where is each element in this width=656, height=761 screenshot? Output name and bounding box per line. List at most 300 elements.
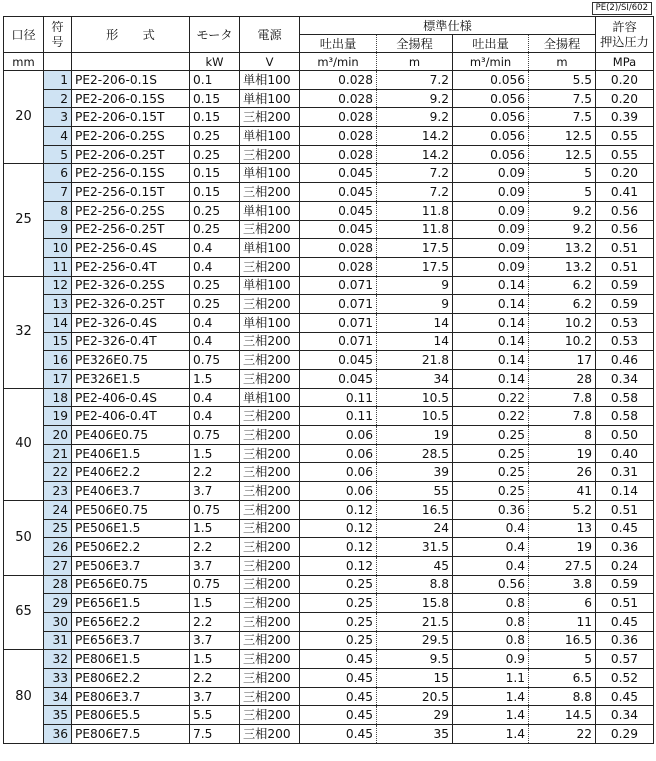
head-1-cell: 8.8: [377, 575, 453, 594]
pressure-cell: 0.20: [596, 164, 654, 183]
flow-1-cell: 0.028: [300, 257, 377, 276]
symbol-number-cell: 1: [44, 71, 72, 90]
pressure-cell: 0.55: [596, 145, 654, 164]
head-1-cell: 14: [377, 332, 453, 351]
header-pressure: [596, 17, 654, 53]
flow-2-cell: 0.09: [453, 239, 529, 258]
power-cell: 三相200: [240, 145, 300, 164]
power-cell: 三相200: [240, 257, 300, 276]
model-cell: PE806E3.7: [72, 687, 190, 706]
symbol-number-cell: 14: [44, 313, 72, 332]
head-2-cell: 12.5: [529, 145, 596, 164]
model-cell: PE506E0.75: [72, 500, 190, 519]
pressure-cell: 0.58: [596, 388, 654, 407]
flow-2-cell: 0.8: [453, 631, 529, 650]
symbol-number-cell: 26: [44, 538, 72, 557]
symbol-number-cell: 36: [44, 725, 72, 744]
head-2-cell: 22: [529, 725, 596, 744]
pressure-cell: 0.24: [596, 556, 654, 575]
symbol-number-cell: 18: [44, 388, 72, 407]
diameter-cell: 50: [4, 500, 44, 575]
model-cell: PE326E1.5: [72, 370, 190, 389]
header-diameter: 口径: [4, 17, 44, 53]
table-row: [4, 463, 654, 482]
model-cell: PE2-406-0.4T: [72, 407, 190, 426]
flow-2-cell: 0.56: [453, 575, 529, 594]
head-2-cell: 10.2: [529, 313, 596, 332]
flow-2-cell: 0.09: [453, 257, 529, 276]
flow-1-cell: 0.06: [300, 444, 377, 463]
head-2-cell: 17: [529, 351, 596, 370]
flow-2-cell: 0.14: [453, 276, 529, 295]
pressure-cell: 0.20: [596, 89, 654, 108]
table-row: [4, 164, 654, 183]
flow-2-cell: 0.4: [453, 556, 529, 575]
head-2-cell: 6.2: [529, 276, 596, 295]
flow-2-cell: 0.056: [453, 89, 529, 108]
head-1-cell: 34: [377, 370, 453, 389]
motor-kw-cell: 0.25: [190, 145, 240, 164]
unit-symbol: [44, 53, 72, 71]
head-1-cell: 7.2: [377, 164, 453, 183]
diameter-cell: 20: [4, 71, 44, 164]
symbol-number-cell: 30: [44, 612, 72, 631]
flow-1-cell: 0.028: [300, 239, 377, 258]
head-2-cell: 5.5: [529, 71, 596, 90]
head-1-cell: 31.5: [377, 538, 453, 557]
flow-2-cell: 0.09: [453, 220, 529, 239]
flow-2-cell: 0.36: [453, 500, 529, 519]
symbol-number-cell: 17: [44, 370, 72, 389]
unit-pressure: MPa: [596, 53, 654, 71]
symbol-number-cell: 24: [44, 500, 72, 519]
head-2-cell: 19: [529, 444, 596, 463]
head-2-cell: 5: [529, 164, 596, 183]
flow-1-cell: 0.25: [300, 594, 377, 613]
symbol-number-cell: 16: [44, 351, 72, 370]
header-pressure-top: 許容: [612, 19, 637, 34]
power-cell: 三相200: [240, 538, 300, 557]
unit-diameter: mm: [4, 53, 44, 71]
power-cell: 三相200: [240, 370, 300, 389]
symbol-number-cell: 5: [44, 145, 72, 164]
head-1-cell: 11.8: [377, 220, 453, 239]
flow-2-cell: 0.056: [453, 145, 529, 164]
flow-1-cell: 0.45: [300, 725, 377, 744]
unit-power: V: [240, 53, 300, 71]
head-2-cell: 8: [529, 426, 596, 445]
symbol-number-cell: 29: [44, 594, 72, 613]
flow-2-cell: 1.4: [453, 687, 529, 706]
model-cell: PE806E7.5: [72, 725, 190, 744]
motor-kw-cell: 1.5: [190, 444, 240, 463]
flow-2-cell: 0.14: [453, 351, 529, 370]
table-row: [4, 706, 654, 725]
table-row: [4, 201, 654, 220]
table-row: [4, 71, 654, 90]
power-cell: 三相200: [240, 687, 300, 706]
power-cell: 三相200: [240, 220, 300, 239]
pressure-cell: 0.45: [596, 612, 654, 631]
model-cell: PE656E0.75: [72, 575, 190, 594]
flow-2-cell: 1.4: [453, 725, 529, 744]
motor-kw-cell: 0.4: [190, 257, 240, 276]
power-cell: 三相200: [240, 500, 300, 519]
head-2-cell: 26: [529, 463, 596, 482]
model-cell: PE2-256-0.15S: [72, 164, 190, 183]
flow-1-cell: 0.11: [300, 407, 377, 426]
head-1-cell: 28.5: [377, 444, 453, 463]
pressure-cell: 0.51: [596, 257, 654, 276]
power-cell: 単相100: [240, 201, 300, 220]
table-row: [4, 183, 654, 202]
power-cell: 単相100: [240, 239, 300, 258]
symbol-number-cell: 25: [44, 519, 72, 538]
model-cell: PE2-256-0.25T: [72, 220, 190, 239]
pressure-cell: 0.56: [596, 201, 654, 220]
table-row: [4, 276, 654, 295]
head-1-cell: 15.8: [377, 594, 453, 613]
flow-1-cell: 0.028: [300, 108, 377, 127]
motor-kw-cell: 3.7: [190, 631, 240, 650]
table-row: [4, 631, 654, 650]
flow-2-cell: 0.22: [453, 388, 529, 407]
table-row: [4, 612, 654, 631]
model-cell: PE406E0.75: [72, 426, 190, 445]
power-cell: 三相200: [240, 519, 300, 538]
symbol-number-cell: 33: [44, 669, 72, 688]
flow-1-cell: 0.071: [300, 332, 377, 351]
pressure-cell: 0.29: [596, 725, 654, 744]
model-cell: PE2-326-0.4S: [72, 313, 190, 332]
table-row: [4, 594, 654, 613]
model-cell: PE506E1.5: [72, 519, 190, 538]
document-reference-code: PE(2)/SI/602: [592, 2, 652, 15]
model-cell: PE656E2.2: [72, 612, 190, 631]
model-cell: PE806E1.5: [72, 650, 190, 669]
symbol-number-cell: 27: [44, 556, 72, 575]
pressure-cell: 0.40: [596, 444, 654, 463]
motor-kw-cell: 7.5: [190, 725, 240, 744]
flow-2-cell: 0.25: [453, 463, 529, 482]
flow-2-cell: 0.056: [453, 108, 529, 127]
head-1-cell: 45: [377, 556, 453, 575]
head-2-cell: 19: [529, 538, 596, 557]
head-2-cell: 9.2: [529, 220, 596, 239]
flow-1-cell: 0.045: [300, 201, 377, 220]
flow-1-cell: 0.06: [300, 426, 377, 445]
header-symbol: [44, 17, 72, 53]
motor-kw-cell: 3.7: [190, 687, 240, 706]
table-row: [4, 145, 654, 164]
flow-1-cell: 0.028: [300, 71, 377, 90]
flow-2-cell: 1.1: [453, 669, 529, 688]
motor-kw-cell: 0.25: [190, 201, 240, 220]
header-symbol-bottom: 号: [51, 34, 64, 49]
pressure-cell: 0.59: [596, 575, 654, 594]
pressure-cell: 0.56: [596, 220, 654, 239]
flow-2-cell: 0.09: [453, 164, 529, 183]
head-1-cell: 29: [377, 706, 453, 725]
model-cell: PE2-206-0.25T: [72, 145, 190, 164]
flow-2-cell: 0.25: [453, 444, 529, 463]
head-1-cell: 7.2: [377, 183, 453, 202]
model-cell: PE2-256-0.4S: [72, 239, 190, 258]
head-1-cell: 15: [377, 669, 453, 688]
motor-kw-cell: 1.5: [190, 594, 240, 613]
motor-kw-cell: 0.15: [190, 183, 240, 202]
header-motor: モータ: [190, 17, 240, 53]
head-2-cell: 6.5: [529, 669, 596, 688]
model-cell: PE506E2.2: [72, 538, 190, 557]
diameter-cell: 32: [4, 276, 44, 388]
table-row: [4, 538, 654, 557]
flow-1-cell: 0.12: [300, 519, 377, 538]
head-2-cell: 7.8: [529, 388, 596, 407]
table-row: [4, 556, 654, 575]
flow-1-cell: 0.071: [300, 313, 377, 332]
symbol-number-cell: 15: [44, 332, 72, 351]
power-cell: 三相200: [240, 183, 300, 202]
flow-1-cell: 0.45: [300, 706, 377, 725]
table-row: [4, 407, 654, 426]
flow-1-cell: 0.06: [300, 463, 377, 482]
pump-spec-table: [3, 16, 654, 744]
table-row: [4, 257, 654, 276]
power-cell: 三相200: [240, 463, 300, 482]
model-cell: PE406E3.7: [72, 482, 190, 501]
head-2-cell: 13: [529, 519, 596, 538]
head-1-cell: 21.8: [377, 351, 453, 370]
flow-1-cell: 0.12: [300, 556, 377, 575]
flow-1-cell: 0.045: [300, 220, 377, 239]
pressure-cell: 0.34: [596, 706, 654, 725]
symbol-number-cell: 22: [44, 463, 72, 482]
flow-2-cell: 0.22: [453, 407, 529, 426]
flow-1-cell: 0.028: [300, 127, 377, 146]
motor-kw-cell: 0.15: [190, 164, 240, 183]
symbol-number-cell: 13: [44, 295, 72, 314]
symbol-number-cell: 4: [44, 127, 72, 146]
head-1-cell: 21.5: [377, 612, 453, 631]
motor-kw-cell: 0.25: [190, 295, 240, 314]
flow-1-cell: 0.045: [300, 351, 377, 370]
symbol-number-cell: 2: [44, 89, 72, 108]
power-cell: 単相100: [240, 89, 300, 108]
power-cell: 三相200: [240, 612, 300, 631]
head-1-cell: 9.2: [377, 108, 453, 127]
table-row: [4, 482, 654, 501]
head-1-cell: 16.5: [377, 500, 453, 519]
model-cell: PE806E5.5: [72, 706, 190, 725]
table-row: [4, 295, 654, 314]
flow-1-cell: 0.045: [300, 370, 377, 389]
unit-head-1: m: [377, 53, 453, 71]
power-cell: 三相200: [240, 556, 300, 575]
table-row: [4, 332, 654, 351]
symbol-number-cell: 11: [44, 257, 72, 276]
power-cell: 三相200: [240, 575, 300, 594]
head-2-cell: 5: [529, 183, 596, 202]
head-1-cell: 29.5: [377, 631, 453, 650]
table-row: [4, 127, 654, 146]
diameter-cell: 65: [4, 575, 44, 650]
flow-1-cell: 0.45: [300, 650, 377, 669]
model-cell: PE2-326-0.25S: [72, 276, 190, 295]
symbol-number-cell: 20: [44, 426, 72, 445]
diameter-cell: 80: [4, 650, 44, 743]
power-cell: 三相200: [240, 444, 300, 463]
flow-1-cell: 0.25: [300, 612, 377, 631]
model-cell: PE656E3.7: [72, 631, 190, 650]
symbol-number-cell: 7: [44, 183, 72, 202]
model-cell: PE806E2.2: [72, 669, 190, 688]
power-cell: 三相200: [240, 669, 300, 688]
table-row: [4, 725, 654, 744]
head-1-cell: 55: [377, 482, 453, 501]
pressure-cell: 0.51: [596, 500, 654, 519]
table-row: [4, 500, 654, 519]
pressure-cell: 0.50: [596, 426, 654, 445]
head-1-cell: 9: [377, 276, 453, 295]
motor-kw-cell: 0.75: [190, 426, 240, 445]
head-1-cell: 10.5: [377, 388, 453, 407]
pressure-cell: 0.45: [596, 519, 654, 538]
motor-kw-cell: 3.7: [190, 556, 240, 575]
motor-kw-cell: 5.5: [190, 706, 240, 725]
head-2-cell: 6: [529, 594, 596, 613]
table-row: [4, 575, 654, 594]
head-2-cell: 16.5: [529, 631, 596, 650]
motor-kw-cell: 0.4: [190, 239, 240, 258]
model-cell: PE2-256-0.25S: [72, 201, 190, 220]
model-cell: PE2-256-0.15T: [72, 183, 190, 202]
power-cell: 三相200: [240, 332, 300, 351]
power-cell: 三相200: [240, 295, 300, 314]
flow-2-cell: 0.14: [453, 295, 529, 314]
power-cell: 三相200: [240, 108, 300, 127]
head-2-cell: 9.2: [529, 201, 596, 220]
flow-2-cell: 0.09: [453, 201, 529, 220]
head-1-cell: 24: [377, 519, 453, 538]
units-row: [4, 53, 654, 71]
motor-kw-cell: 2.2: [190, 538, 240, 557]
head-1-cell: 9.2: [377, 89, 453, 108]
symbol-number-cell: 19: [44, 407, 72, 426]
symbol-number-cell: 21: [44, 444, 72, 463]
table-header: [4, 17, 654, 71]
table-row: [4, 351, 654, 370]
diameter-cell: 25: [4, 164, 44, 276]
model-cell: PE2-206-0.25S: [72, 127, 190, 146]
head-2-cell: 11: [529, 612, 596, 631]
power-cell: 単相100: [240, 388, 300, 407]
flow-1-cell: 0.028: [300, 89, 377, 108]
unit-flow-2: m³/min: [453, 53, 529, 71]
head-1-cell: 14.2: [377, 145, 453, 164]
table-row: [4, 239, 654, 258]
table-row: [4, 108, 654, 127]
model-cell: PE2-406-0.4S: [72, 388, 190, 407]
model-cell: PE2-206-0.1S: [72, 71, 190, 90]
head-1-cell: 20.5: [377, 687, 453, 706]
motor-kw-cell: 1.5: [190, 370, 240, 389]
flow-1-cell: 0.25: [300, 575, 377, 594]
unit-flow-1: m³/min: [300, 53, 377, 71]
model-cell: PE656E1.5: [72, 594, 190, 613]
pressure-cell: 0.57: [596, 650, 654, 669]
head-1-cell: 39: [377, 463, 453, 482]
table-row: [4, 388, 654, 407]
head-1-cell: 17.5: [377, 239, 453, 258]
flow-1-cell: 0.45: [300, 669, 377, 688]
flow-2-cell: 0.056: [453, 71, 529, 90]
table-row: [4, 89, 654, 108]
power-cell: 三相200: [240, 426, 300, 445]
model-cell: PE2-256-0.4T: [72, 257, 190, 276]
header-model: 形 式: [72, 17, 190, 53]
flow-1-cell: 0.071: [300, 276, 377, 295]
head-2-cell: 7.5: [529, 108, 596, 127]
motor-kw-cell: 0.4: [190, 313, 240, 332]
pressure-cell: 0.59: [596, 276, 654, 295]
pressure-cell: 0.51: [596, 594, 654, 613]
motor-kw-cell: 0.25: [190, 127, 240, 146]
flow-2-cell: 0.09: [453, 183, 529, 202]
symbol-number-cell: 31: [44, 631, 72, 650]
pressure-cell: 0.14: [596, 482, 654, 501]
header-flow-1: 吐出量: [300, 35, 377, 53]
table-body: [4, 71, 654, 744]
model-cell: PE2-206-0.15T: [72, 108, 190, 127]
head-2-cell: 5.2: [529, 500, 596, 519]
flow-2-cell: 0.8: [453, 594, 529, 613]
head-1-cell: 14.2: [377, 127, 453, 146]
head-1-cell: 35: [377, 725, 453, 744]
pressure-cell: 0.51: [596, 239, 654, 258]
model-cell: PE406E2.2: [72, 463, 190, 482]
power-cell: 三相200: [240, 706, 300, 725]
motor-kw-cell: 1.5: [190, 650, 240, 669]
power-cell: 三相200: [240, 650, 300, 669]
flow-2-cell: 0.14: [453, 332, 529, 351]
motor-kw-cell: 3.7: [190, 482, 240, 501]
pressure-cell: 0.53: [596, 313, 654, 332]
flow-2-cell: 0.25: [453, 426, 529, 445]
model-cell: PE506E3.7: [72, 556, 190, 575]
head-1-cell: 17.5: [377, 257, 453, 276]
flow-1-cell: 0.071: [300, 295, 377, 314]
head-2-cell: 7.8: [529, 407, 596, 426]
pressure-cell: 0.46: [596, 351, 654, 370]
motor-kw-cell: 0.15: [190, 89, 240, 108]
flow-2-cell: 1.4: [453, 706, 529, 725]
flow-1-cell: 0.045: [300, 183, 377, 202]
motor-kw-cell: 0.75: [190, 351, 240, 370]
head-2-cell: 41: [529, 482, 596, 501]
table-row: [4, 669, 654, 688]
flow-2-cell: 0.4: [453, 538, 529, 557]
head-2-cell: 12.5: [529, 127, 596, 146]
motor-kw-cell: 0.75: [190, 575, 240, 594]
flow-1-cell: 0.045: [300, 164, 377, 183]
symbol-number-cell: 6: [44, 164, 72, 183]
motor-kw-cell: 0.25: [190, 276, 240, 295]
table-row: [4, 370, 654, 389]
head-2-cell: 10.2: [529, 332, 596, 351]
pressure-cell: 0.31: [596, 463, 654, 482]
model-cell: PE2-326-0.25T: [72, 295, 190, 314]
